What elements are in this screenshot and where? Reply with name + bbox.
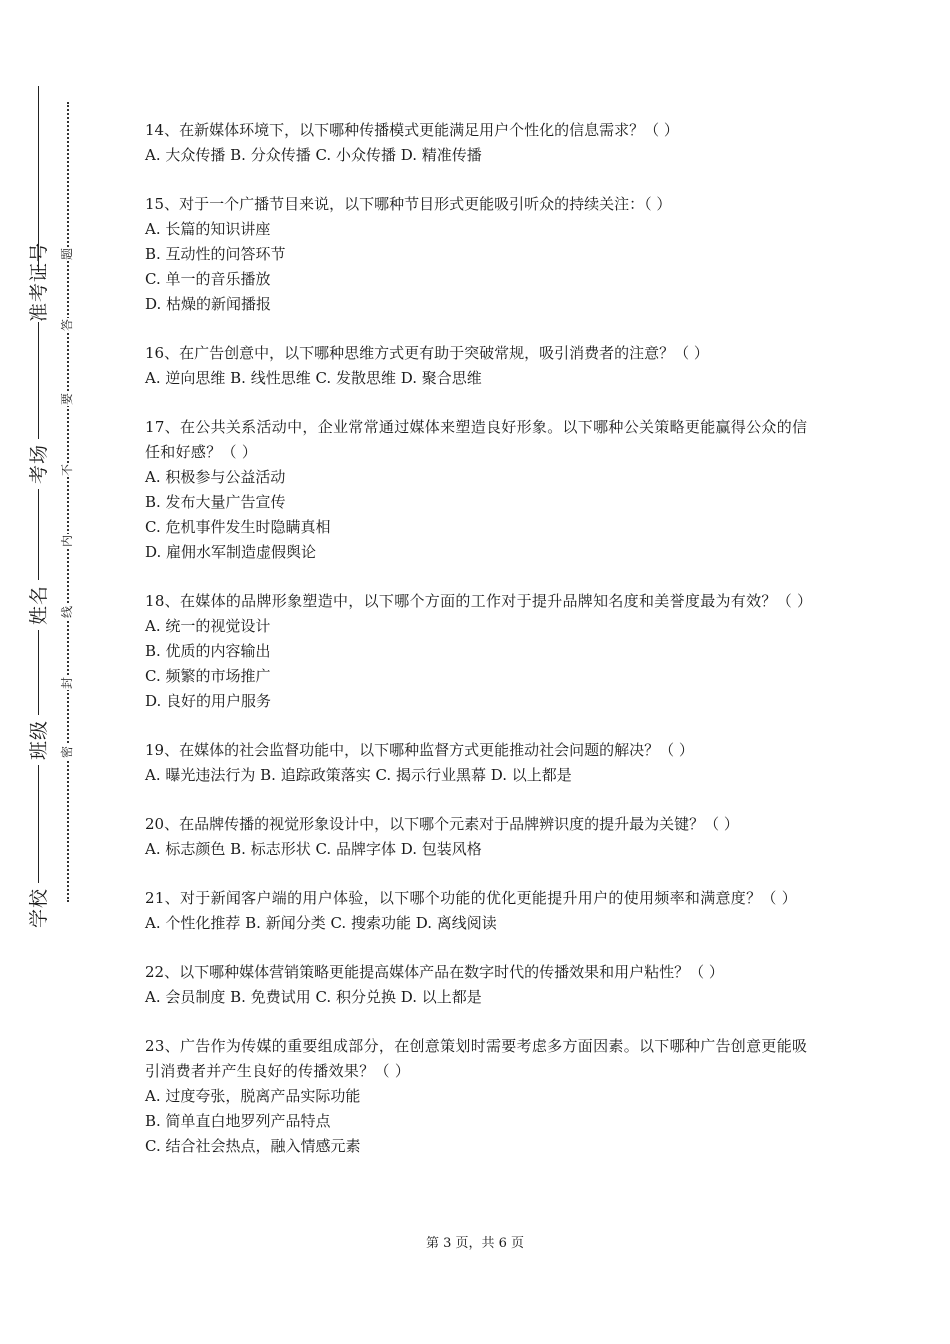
option-c: C. 频繁的市场推广 [145, 667, 271, 685]
seal-char: 内 [60, 535, 74, 548]
question-20 [145, 812, 815, 862]
question-options: A. 标志颜色 B. 标志形状 C. 品牌字体 D. 包装风格 [145, 840, 482, 858]
question-stem: 14、在新媒体环境下，以下哪种传播模式更能满足用户个性化的信息需求？（ ） [145, 121, 679, 139]
seal-char: 答 [60, 319, 74, 332]
seal-char: 不 [60, 464, 74, 477]
question-23 [145, 1034, 815, 1159]
seal-char: 密 [60, 746, 74, 759]
question-stem: 17、在公共关系活动中，企业常常通过媒体来塑造良好形象。以下哪种公关策略更能赢得公众的信任和好感？（ ） [145, 418, 808, 461]
page-number: 第 3 页，共 6 页 [425, 1236, 525, 1251]
question-21 [145, 886, 815, 936]
option-b: B. 简单直白地罗列产品特点 [145, 1112, 331, 1130]
option-d: D. 良好的用户服务 [145, 692, 272, 710]
question-22 [145, 960, 815, 1010]
question-stem: 16、在广告创意中，以下哪种思维方式更有助于突破常规，吸引消费者的注意？（ ） [145, 344, 709, 362]
question-stem: 19、在媒体的社会监督功能中，以下哪种监督方式更能推动社会问题的解决？（ ） [145, 741, 694, 759]
question-stem: 23、广告作为传媒的重要组成部分，在创意策划时需要考虑多方面因素。以下哪种广告创意更能吸引消费者并产生良好的传播效果？（ ） [145, 1037, 808, 1080]
seal-char: 封 [60, 677, 74, 690]
field-label-name: 姓名 [27, 580, 51, 630]
question-stem: 20、在品牌传播的视觉形象设计中，以下哪个元素对于品牌辨识度的提升最为关键？（ ） [145, 815, 739, 833]
option-d: D. 雇佣水军制造虚假舆论 [145, 543, 317, 561]
question-options: A. 会员制度 B. 免费试用 C. 积分兑换 D. 以上都是 [145, 988, 482, 1006]
question-17 [145, 415, 815, 565]
question-16 [145, 341, 815, 391]
seal-char: 题 [60, 248, 74, 261]
option-c: C. 结合社会热点，融入情感元素 [145, 1137, 361, 1155]
question-stem: 22、以下哪种媒体营销策略更能提高媒体产品在数字时代的传播效果和用户粘性？（ ） [145, 963, 724, 981]
question-19 [145, 738, 815, 788]
seal-char: 要 [60, 393, 74, 406]
question-stem: 15、对于一个广播节目来说，以下哪种节目形式更能吸引听众的持续关注：（ ） [145, 195, 672, 213]
question-14 [145, 118, 815, 168]
option-a: A. 过度夸张，脱离产品实际功能 [145, 1087, 361, 1105]
question-options: A. 曝光违法行为 B. 追踪政策落实 C. 揭示行业黑幕 D. 以上都是 [145, 766, 572, 784]
binding-solid-line [38, 86, 39, 916]
option-b: B. 发布大量广告宣传 [145, 493, 286, 511]
question-stem: 18、在媒体的品牌形象塑造中，以下哪个方面的工作对于提升品牌知名度和美誉度最为有效？（ ） [145, 592, 813, 610]
question-list [145, 118, 815, 1183]
question-options: A. 个性化推荐 B. 新闻分类 C. 搜索功能 D. 离线阅读 [145, 914, 497, 932]
option-a: A. 长篇的知识讲座 [145, 220, 271, 238]
option-d: D. 枯燥的新闻播报 [145, 295, 272, 313]
field-label-school: 学校 [27, 883, 51, 933]
option-b: B. 互动性的问答环节 [145, 245, 286, 263]
question-15 [145, 192, 815, 317]
seal-char: 线 [60, 606, 74, 619]
seal-dotted-line [67, 102, 69, 902]
field-label-class: 班级 [27, 715, 51, 765]
question-options: A. 逆向思维 B. 线性思维 C. 发散思维 D. 聚合思维 [145, 369, 482, 387]
field-label-exam-room: 考场 [27, 439, 51, 489]
option-a: A. 统一的视觉设计 [145, 617, 271, 635]
question-stem: 21、对于新闻客户端的用户体验，以下哪个功能的优化更能提升用户的使用频率和满意度？（ ） [145, 889, 798, 907]
field-label-admission-number: 准考证号 [28, 241, 50, 322]
question-18 [145, 589, 815, 714]
option-a: A. 积极参与公益活动 [145, 468, 286, 486]
option-c: C. 单一的音乐播放 [145, 270, 271, 288]
question-options: A. 大众传播 B. 分众传播 C. 小众传播 D. 精准传播 [145, 146, 482, 164]
option-c: C. 危机事件发生时隐瞒真相 [145, 518, 331, 536]
option-b: B. 优质的内容输出 [145, 642, 271, 660]
